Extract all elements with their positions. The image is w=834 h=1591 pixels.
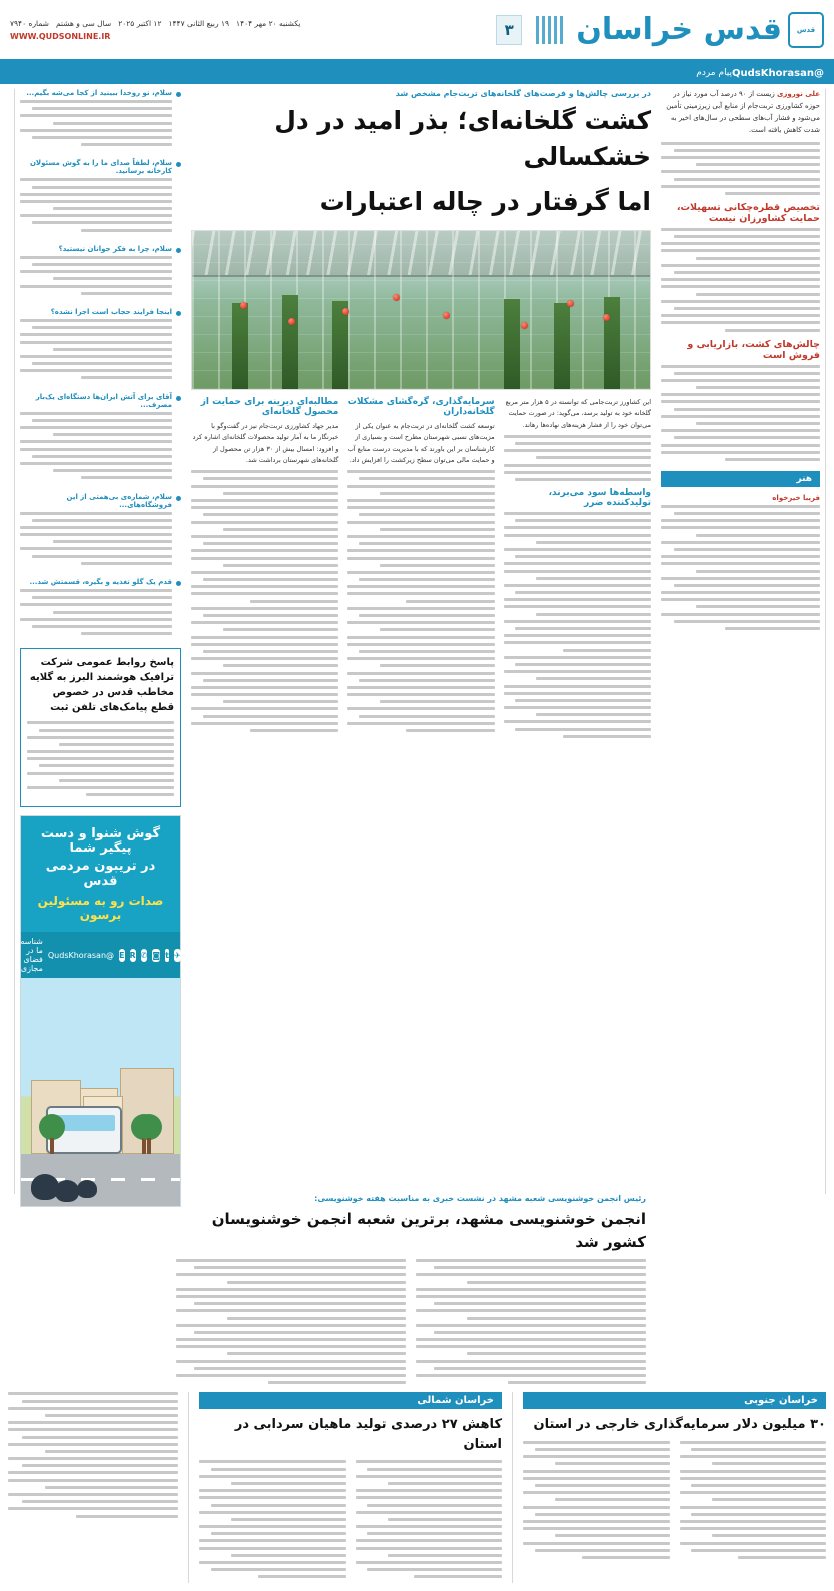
analysis-column <box>656 89 826 1194</box>
bullet-icon <box>176 396 181 401</box>
band-khorasan-shomali: خراسان شمالی <box>199 1392 502 1409</box>
people-messages-column <box>14 89 186 1194</box>
list-item <box>20 159 181 236</box>
byline: علی نوروزی <box>776 90 820 98</box>
north-headline: کاهش ۲۷ درصدی تولید ماهیان سردابی در استان <box>234 1417 502 1452</box>
lead-body-col-1 <box>504 397 651 742</box>
message-lead: سلام، تو روخدا ببینید از کجا می‌شه بگیم... <box>26 89 172 97</box>
province-section-south <box>523 1392 826 1582</box>
section-handle[interactable]: @QudsKhorasan <box>732 67 824 79</box>
telegram-icon[interactable]: ✈ <box>173 950 181 960</box>
lead-paragraph: مدیر جهاد کشاورزی تربت‌جام نیز در گفت‌وگو با خبرنگار ما به آمار تولید محصولات گلخانه‌ای اشاره کرد و افزود: امسال بیش از ۳۰ هزار تن محصول از گلخانه‌های شهرستان برداشت شد. <box>192 421 339 464</box>
band-khorasan-jonubi: خراسان جنوبی <box>523 1392 826 1409</box>
list-item <box>20 89 181 150</box>
south-headline: ۳۰ میلیون دلار سرمایه‌گذاری خارجی در استان <box>533 1417 826 1433</box>
art-story <box>0 1194 834 1388</box>
bullet-icon <box>176 311 181 316</box>
bottom-right-filler <box>8 1392 178 1582</box>
list-item <box>20 393 181 484</box>
column-divider <box>188 1392 189 1582</box>
message-lead: آقای برای آتش ایران‌ها دستگاه‌ای یک‌بار مصرف... <box>35 392 172 409</box>
lead-body-col-2 <box>347 397 494 742</box>
lead-body-columns <box>191 397 651 742</box>
rubika-icon[interactable]: R <box>129 950 136 960</box>
lead-headline-line1: کشت گلخانه‌ای؛ بذر امید در دل خشکسالی <box>274 106 651 172</box>
logo-block <box>496 12 824 48</box>
instagram-icon[interactable]: ◙ <box>152 950 161 960</box>
message-lead: قدم یک گلو تغذیه و بگیره، قسمتش شد... <box>29 578 172 586</box>
greenhouse-photo <box>191 230 651 390</box>
lead-subhead-3: مطالبه‌ای دیرینه برای حمایت از محصول گلخانه‌ای <box>200 396 339 417</box>
list-item <box>20 493 181 570</box>
column-divider <box>512 1392 513 1582</box>
lead-story-column <box>186 89 656 1194</box>
ad-line-2: در تریبون مردمی قدس <box>45 859 156 890</box>
date-part: سال سی و هشتم <box>55 18 112 28</box>
message-lead: سلام، لطفاً صدای ما را به گوش مسئولان کارخانه برسانید. <box>29 159 172 176</box>
response-box <box>20 648 181 807</box>
page-number: ۳ <box>496 15 522 45</box>
ad-line-3: صدات رو به مسئولین برسون <box>37 894 164 923</box>
bullet-icon <box>176 92 181 97</box>
ad-social-handle[interactable]: @QudsKhorasan <box>47 950 115 960</box>
ad-social-bar <box>21 932 180 978</box>
date-part: یکشنبه ۲۰ مهر ۱۴۰۴ <box>236 18 301 28</box>
list-item <box>20 245 181 299</box>
art-body-columns <box>176 1259 646 1388</box>
bullet-icon <box>176 248 181 253</box>
art-section-band: هنر <box>661 471 820 487</box>
bullet-icon <box>176 162 181 167</box>
main-content <box>0 84 834 1194</box>
ad-line-1: گوش شنوا و دست پیگیر شما <box>40 826 161 857</box>
greenhouse-frame <box>192 231 650 389</box>
date-part: شماره ۷۹۴۰ <box>10 18 49 28</box>
publication-logo: قدس خراسان <box>576 12 782 47</box>
masthead-meta <box>10 19 300 41</box>
bullet-icon <box>176 496 181 501</box>
province-section-north <box>199 1392 502 1582</box>
website-url[interactable]: WWW.QUDSONLINE.IR <box>10 31 111 41</box>
date-part: ۱۲ اکتبر ۲۰۲۵ <box>118 18 162 28</box>
analysis-subhead-2: چالش‌های کشت، بازاریابی و فروش است <box>687 338 820 361</box>
south-body-col-1 <box>680 1441 827 1563</box>
issue-date-line <box>10 19 300 28</box>
message-lead: سلام، شماره‌ی بی‌همتی از این فروشگاه‌های... <box>66 492 172 509</box>
eitaa-icon[interactable]: E <box>119 950 125 960</box>
art-body-col-2 <box>176 1259 406 1388</box>
whatsapp-icon[interactable]: ✆ <box>140 950 148 960</box>
lead-paragraph: توسعه کشت گلخانه‌ای در تربت‌جام به عنوان یکی از مزیت‌های نسبی شهرستان مطرح است و بسیاری از کارشناسان بر این باورند که با مدیریت درست منابع آب و حمایت مالی می‌توان سطح زیرکشت را افزایش داد. <box>347 421 495 464</box>
message-lead: اینجا فرایند حجاب است اجرا نشده؟ <box>50 307 172 316</box>
bullet-icon <box>176 581 181 586</box>
lead-kicker: در بررسی چالش‌ها و فرصت‌های گلخانه‌های تربت‌جام مشخص شد <box>395 89 651 98</box>
lead-subhead-2: سرمایه‌گذاری، گره‌گشای مشکلات گلخانه‌داران <box>347 396 495 417</box>
north-body-col-2 <box>199 1460 346 1582</box>
north-body-col-1 <box>356 1460 503 1582</box>
ad-headline-block <box>21 816 180 932</box>
decorative-stripes <box>536 16 566 44</box>
advertisement[interactable] <box>20 815 181 1207</box>
message-lead: سلام، چرا به فکر جوانان نیستید؟ <box>58 244 172 253</box>
analysis-subhead-1: تخصیص قطره‌چکانی تسهیلات، حمایت کشاورزان نیست <box>676 201 820 224</box>
seal-icon: قدس <box>788 12 824 48</box>
art-byline: فریبا خیرخواه <box>772 493 820 502</box>
south-body-col-2 <box>523 1441 670 1563</box>
twitter-icon[interactable]: t <box>165 950 169 960</box>
date-part: ۱۹ ربیع الثانی ۱۴۴۷ <box>168 18 230 28</box>
lead-subhead-1: واسطه‌ها سود می‌برند، تولیدکننده ضرر <box>548 488 651 508</box>
analysis-intro: زیست از ۹۰ درصد آب مورد نیاز در حوزه کشاورزی تربت‌جام از منابع آبی زیرزمینی تأمین می‌شود و فشار آب‌های سطحی در سال‌های اخیر به شدت کاهش یافته است. <box>666 90 820 134</box>
lead-paragraph: این کشاورز تربت‌جامی که توانسته در ۵ هزار متر مربع گلخانه خود به تولید برسد، می‌گوید: در صورت حمایت می‌توان خود را از فشار هزینه‌های نهاده‌ها رهاند. <box>505 397 651 429</box>
masthead <box>0 0 834 62</box>
response-box-title: پاسخ روابط عمومی شرکت ترافیک هوشمند البرز به گلایه مخاطب قدس در خصوص قطع پیامک‌های تلفن ثبت <box>29 657 174 714</box>
art-headline: انجمن خوشنویسی مشهد، برترین شعبه انجمن خوشنویسان کشور شد <box>211 1210 646 1251</box>
ad-illustration <box>21 978 180 1206</box>
lead-body-col-3 <box>191 397 338 742</box>
ad-social-text: شناسه ما در فضای مجازی <box>20 937 43 974</box>
lead-headline-line2: اما گرفتار در چاله اعتبارات <box>319 186 651 216</box>
art-kicker: رئیس انجمن خوشنویسی شعبه مشهد در نشست خبری به مناسبت هفته خوشنویسی: <box>314 1194 646 1203</box>
section-bar <box>0 62 834 84</box>
art-body-col-1 <box>416 1259 646 1388</box>
province-sections <box>0 1388 834 1590</box>
list-item <box>20 308 181 384</box>
section-title: پیام مردم <box>696 68 733 78</box>
list-item <box>20 578 181 639</box>
